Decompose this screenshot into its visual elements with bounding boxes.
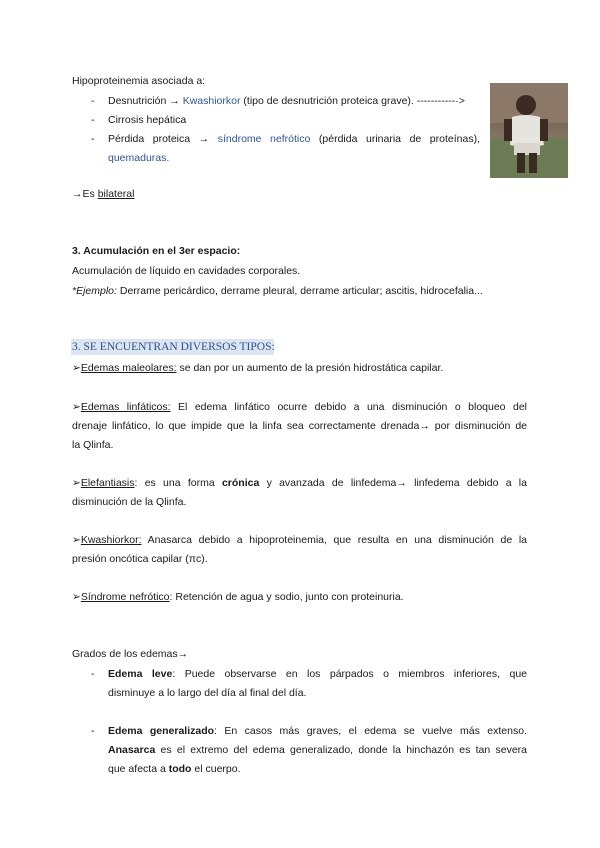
quemaduras-text: quemaduras.: [108, 152, 170, 164]
type-item-sindrome-nefrotico: ➢Síndrome nefrótico: Retención de agua y sodio, junto con proteinuria.: [72, 591, 404, 603]
elefantiasis-line2: disminución de la Qlinfa.: [72, 496, 187, 508]
grade-leve-line2: disminuye a lo largo del día al final del día.: [108, 687, 307, 699]
bilateral-line: →Es bilateral: [72, 188, 135, 200]
type-item-maleolares: ➢Edemas maleolares: se dan por un aumento de la presión hidrostática capilar.: [72, 362, 444, 374]
list-item-desnutricion: Desnutrición → Kwashiorkor (tipo de desnutrición proteica grave). -----------·>: [108, 95, 465, 107]
list-item-cirrosis: Cirrosis hepática: [108, 114, 187, 126]
section3-example: *Ejemplo: Derrame pericárdico, derrame pleural, derrame articular; ascitis, hidrocefalia...: [72, 285, 483, 297]
type-item-linfaticos: ➢Edemas linfáticos: El edema linfático ocurre debido a una disminución o bloqueo del: [72, 401, 527, 413]
grades-title: Grados de los edemas→: [72, 648, 189, 660]
section3-desc: Acumulación de líquido en cavidades corporales.: [72, 265, 301, 277]
grade-generalizado-line3: que afecta a todo el cuerpo.: [108, 763, 241, 775]
intro-title: Hipoproteinemia asociada a:: [72, 75, 206, 87]
list-item-perdida: Pérdida proteica → síndrome nefrótico (pérdida urinaria de proteínas),: [108, 133, 480, 145]
patient-photo: [490, 83, 568, 178]
list-dash: -: [91, 133, 95, 145]
grade-item-leve: Edema leve: Puede observarse en los párpados o miembros inferiores, que: [108, 668, 527, 680]
section3-title: 3. Acumulación en el 3er espacio:: [72, 245, 241, 257]
list-dash: -: [91, 668, 95, 680]
type-item-elefantiasis: ➢Elefantiasis: es una forma crónica y avanzada de linfedema→ linfedema debido a la: [72, 477, 527, 489]
list-dash: -: [91, 95, 95, 107]
linfaticos-line3: la Qlinfa.: [72, 439, 114, 451]
bilateral-word: bilateral: [97, 188, 135, 200]
grade-item-generalizado: Edema generalizado: En casos más graves, el edema se vuelve más extenso.: [108, 725, 527, 737]
list-dash: -: [91, 725, 95, 737]
kwashiorkor-link-text: Kwashiorkor: [182, 95, 241, 107]
sindrome-nefrotico-text: síndrome nefrótico: [217, 133, 311, 145]
linfaticos-line2: drenaje linfático, lo que impide que la linfa sea correctamente drenada→ por disminución de: [72, 420, 527, 432]
kwashiorkor-line2: presión oncótica capilar (πc).: [72, 553, 208, 565]
grade-generalizado-line2: Anasarca es el extremo del edema generalizado, donde la hinchazón es tan severa: [108, 744, 527, 756]
types-heading: 3. SE ENCUENTRAN DIVERSOS TIPOS:: [72, 341, 275, 353]
type-item-kwashiorkor: ➢Kwashiorkor: Anasarca debido a hipoproteinemia, que resulta en una disminución de la: [72, 534, 527, 546]
list-dash: -: [91, 114, 95, 126]
